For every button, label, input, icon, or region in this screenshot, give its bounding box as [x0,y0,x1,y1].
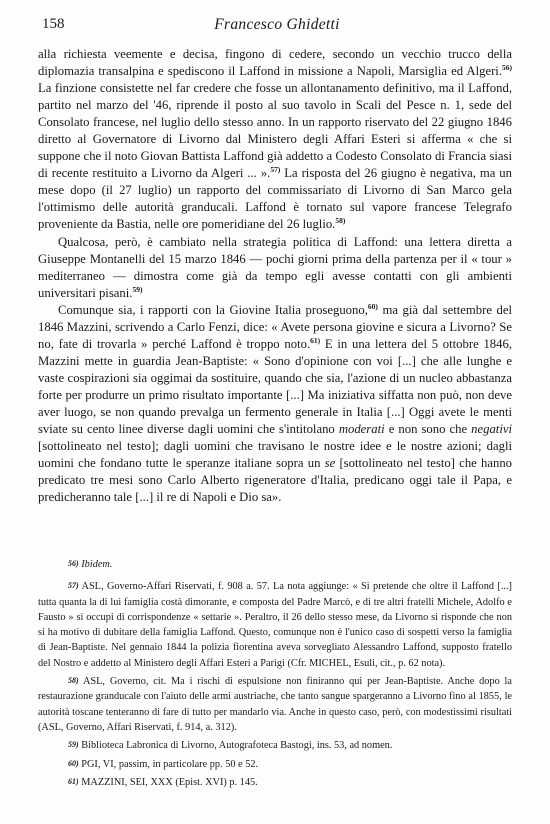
note-ref: 60) [367,301,378,311]
note-ref: 57) [270,165,281,175]
main-text [38,46,512,506]
footnote: 61) MAZZINI, SEI, XXX (Epist. XVI) p. 145. [68,776,258,788]
note-ref: 58) [335,216,346,226]
note-ref: 61) [310,335,321,345]
paragraph: alla richiesta veemente e decisa, fingono di cedere, secondo un vecchio trucco della diplomazia transalpina e spediscono il Laffond in missione a Napoli, Marsiglia ed Algeri.$^{56)}$ La finzione consistette nel far credere che fosse un allontanamento definitivo, ma il Laffond, partito nel marzo del '46, riprende il posto al suo tavolo in Scali del Pesce n. 1, sede del Consolato francese, nel luglio dello stesso anno. In un rapporto riservato del 22 giugno 1846 diretto al Governatore di Livorno dal Ministero degli Affari Esteri si afferma « che si suppone che il noto Giovan Battista Laffond già addetto a Codesto Consolato di Francia siasi di recente restituito a Livorno da Algeri ... ».$^{57)}$ La risposta del 26 giugno è negativa, ma un mese dopo (il 27 luglio) un rapporto del commissariato di Livorno di San Marco gela l'ottimismo delle autorità granducali. Laffond è tornato sul vapore francese Telegrafo proveniente da Bastia, nelle ore pomeridiane del 26 luglio.$^{58)}$ [38,47,512,232]
running-head: Francesco Ghidetti [214,16,340,33]
note-ref: 56) [502,63,512,73]
page-header [42,16,512,38]
footnote: 57) ASL, Governo-Affari Riservati, f. 908 a. 57. La nota aggiunge: « Si pretende che oltre il Laffond [...] tutta quanta la di lui famiglia costà dimorante, e composta del Padre Marcò, e di tre altri fratelli Michele, Adolfo e Fausto » si occupi di corrispondenze « settarie ». Peraltro, il 26 dello stesso mese, da Livorno si risponde che non si ha motivo di dubitare della famiglia Laffond. Questo, comunque non è l'unico caso di sospetti verso la famiglia di Jean-Baptiste. Nel gennaio 1844 la polizia fiorentina aveva sorvegliato Alessandro Laffond, supposto fratello del Nostro e addetto al Ministero degli Affari Esteri a Parigi (Cfr. MICHEL, Esuli, cit., p. 62 nota). [38,581,512,669]
footnote: 56) Ibidem. [68,559,113,570]
footnote: 60) PGI, VI, passim, in particolare pp. 50 e 52. [68,758,259,770]
page-number: 158 [42,16,65,32]
paragraph: Comunque sia, i rapporti con la Giovine Italia proseguono,$^{60)}$ ma già dal settembre del 1846 Mazzini, scrivendo a Carlo Fenzi, dice: « Avete persona giovine e sicura a Livorno? Se no, fate di trovarla » perché Laffond è troppo noto.$^{61)}$ E in una lettera del 5 ottobre 1846, Mazzini mette in guardia Jean-Baptiste: « Sono d'opinione con voi [...] che alle lunghe e vaste cospirazioni sia oggimai da sostituire, quando che sia, l'azione di un nucleo abbastanza forte per produrre un primo risultato importante [...] Ma iniziativa siffatta non può, non deve aver luogo, se non quando prevalga un fermento generale in Italia [...] Oggi avete le menti sviate su cento linee diverse dagli uomini che s'intitolano moderati e non sono che negativi [sottolineato nel testo]; dagli uomini che travisano le nostre idee e le nostre azioni; dagli uomini che fondano tutte le speranze italiane sopra un se [sottolineato nel testo] che hanno predicato tre mesi sono Carlo Alberto rigeneratore d'Italia, predicano oggi tale il Papa, e predicheranno tale [...] il re di Napoli e Dio sa». [38,301,513,505]
footnote: 58) ASL, Governo, cit. Ma i rischi di espulsione non finiranno qui per Jean-Baptiste. Anche dopo la restaurazione granducale con l'aiuto delle armi austriache, che tanto sangue spargeranno a Livorno fino al 1855, le autorità toscane tenteranno di fare di tutto per mandarlo via. Anche in questo caso, però, con modestissimi risultati (ASL, Governo, Affari Riservati, f. 914, a. 312). [38,676,512,733]
paragraph: Qualcosa, però, è cambiato nella strategia politica di Laffond: una lettera diretta a Giuseppe Montanelli del 15 marzo 1846 — pochi giorni prima della partenza per il « tour » mediterraneo — dimostra come già da tempo egli avesse contatti con gli ambienti universitari pisani.$^{59)}$ [38,234,512,300]
footnote: 59) Biblioteca Labronica di Livorno, Autografoteca Bastogi, ins. 53, ad nomen. [68,740,393,752]
note-ref: 59) [132,284,143,294]
footnotes [38,556,512,792]
